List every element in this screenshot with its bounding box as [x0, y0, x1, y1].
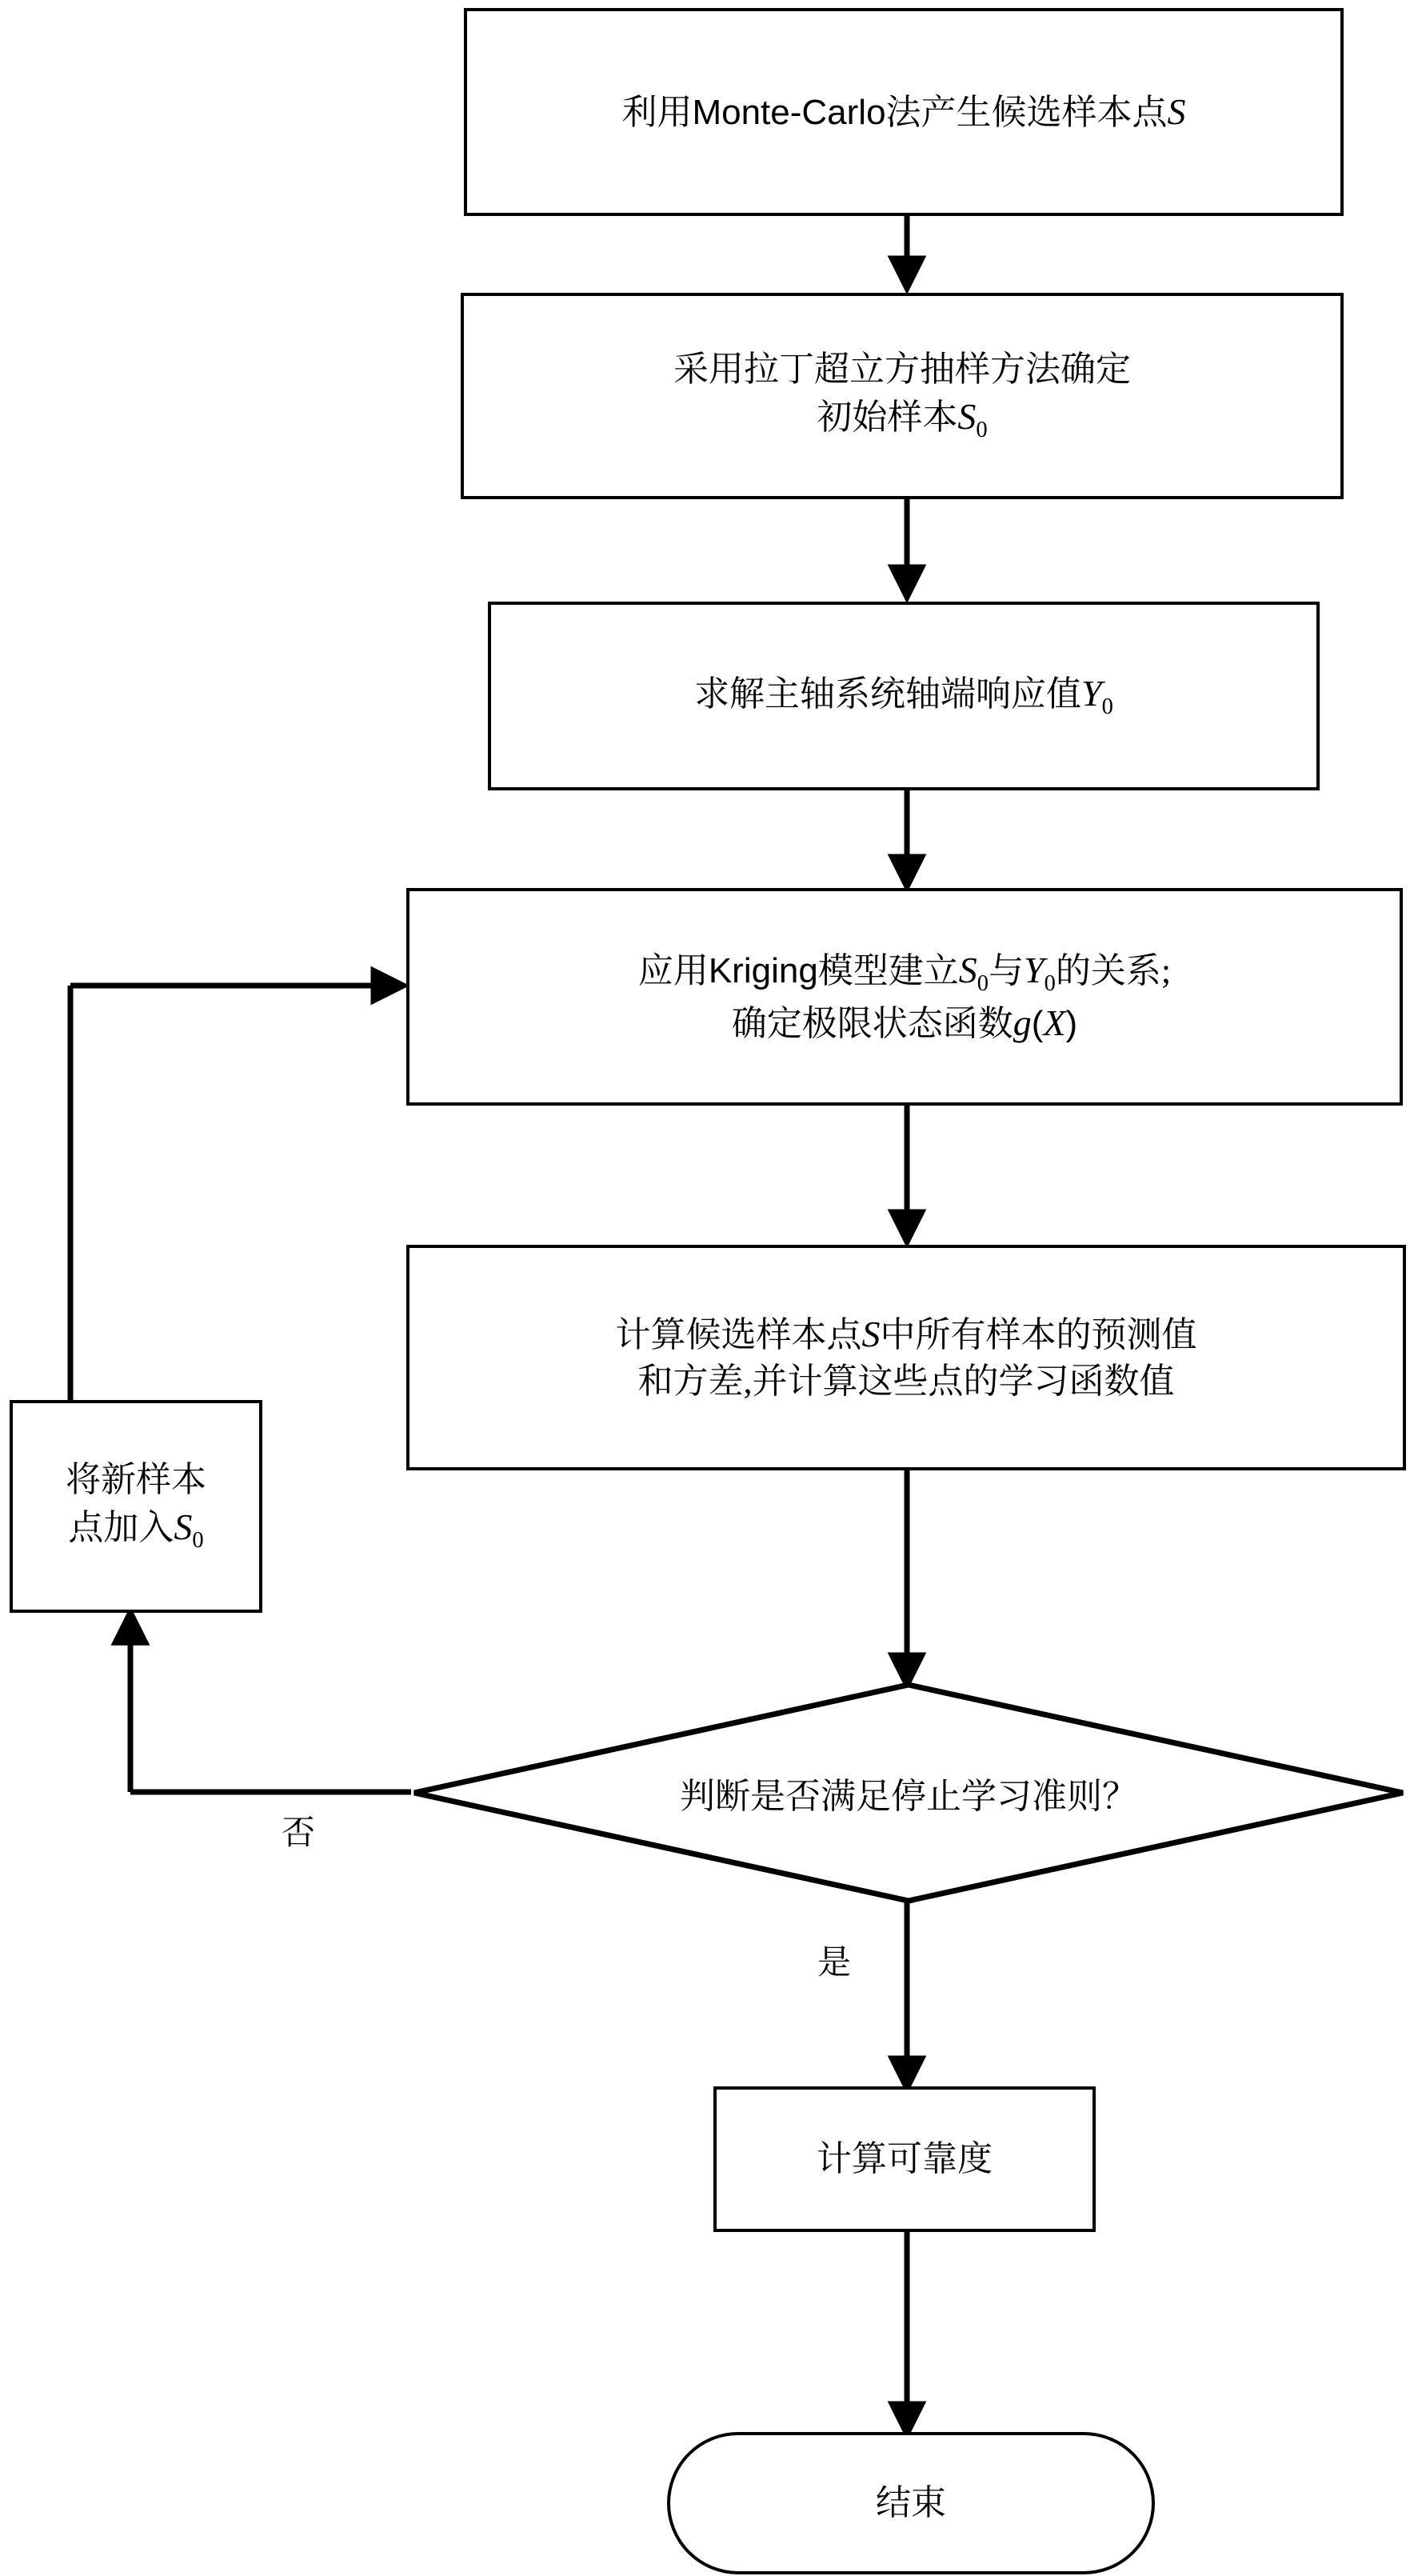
process-add-new-sample-point [10, 1400, 262, 1613]
process-latin-hypercube-sampling [461, 293, 1344, 499]
node-label: 计算候选样本点S中所有样本的预测值 和方差,并计算这些点的学习函数值 [615, 1313, 1197, 1402]
process-solve-spindle-response [488, 602, 1320, 790]
process-generate-candidate-samples [464, 8, 1344, 216]
process-compute-learning-function [406, 1245, 1406, 1470]
node-label: 采用拉丁超立方抽样方法确定 初始样本$S_0$ [673, 350, 1131, 443]
node-label: 将新样本 点加入$S_0$ [66, 1460, 206, 1554]
process-compute-reliability [713, 2086, 1096, 2232]
node-label: 求解主轴系统轴端响应值$Y_0$ [694, 673, 1113, 720]
terminator-end [667, 2432, 1155, 2574]
decision-label: 判断是否满足停止学习准则？ [680, 1777, 1137, 1816]
node-label: 利用Monte-Carlo法产生候选样本点S [621, 90, 1186, 132]
node-label: 计算可靠度 [817, 2138, 993, 2178]
node-label: 应用Kriging模型建立$S_0$与$Y_0$的关系; 确定极限状态函数g(X) [637, 949, 1172, 1043]
edge-label-no: 否 [282, 1814, 316, 1851]
process-build-kriging-model [406, 888, 1403, 1106]
decision-stop-learning-criterion [413, 1683, 1404, 1902]
node-label: 结束 [876, 2482, 946, 2522]
edge-label-yes: 是 [817, 1943, 852, 1981]
